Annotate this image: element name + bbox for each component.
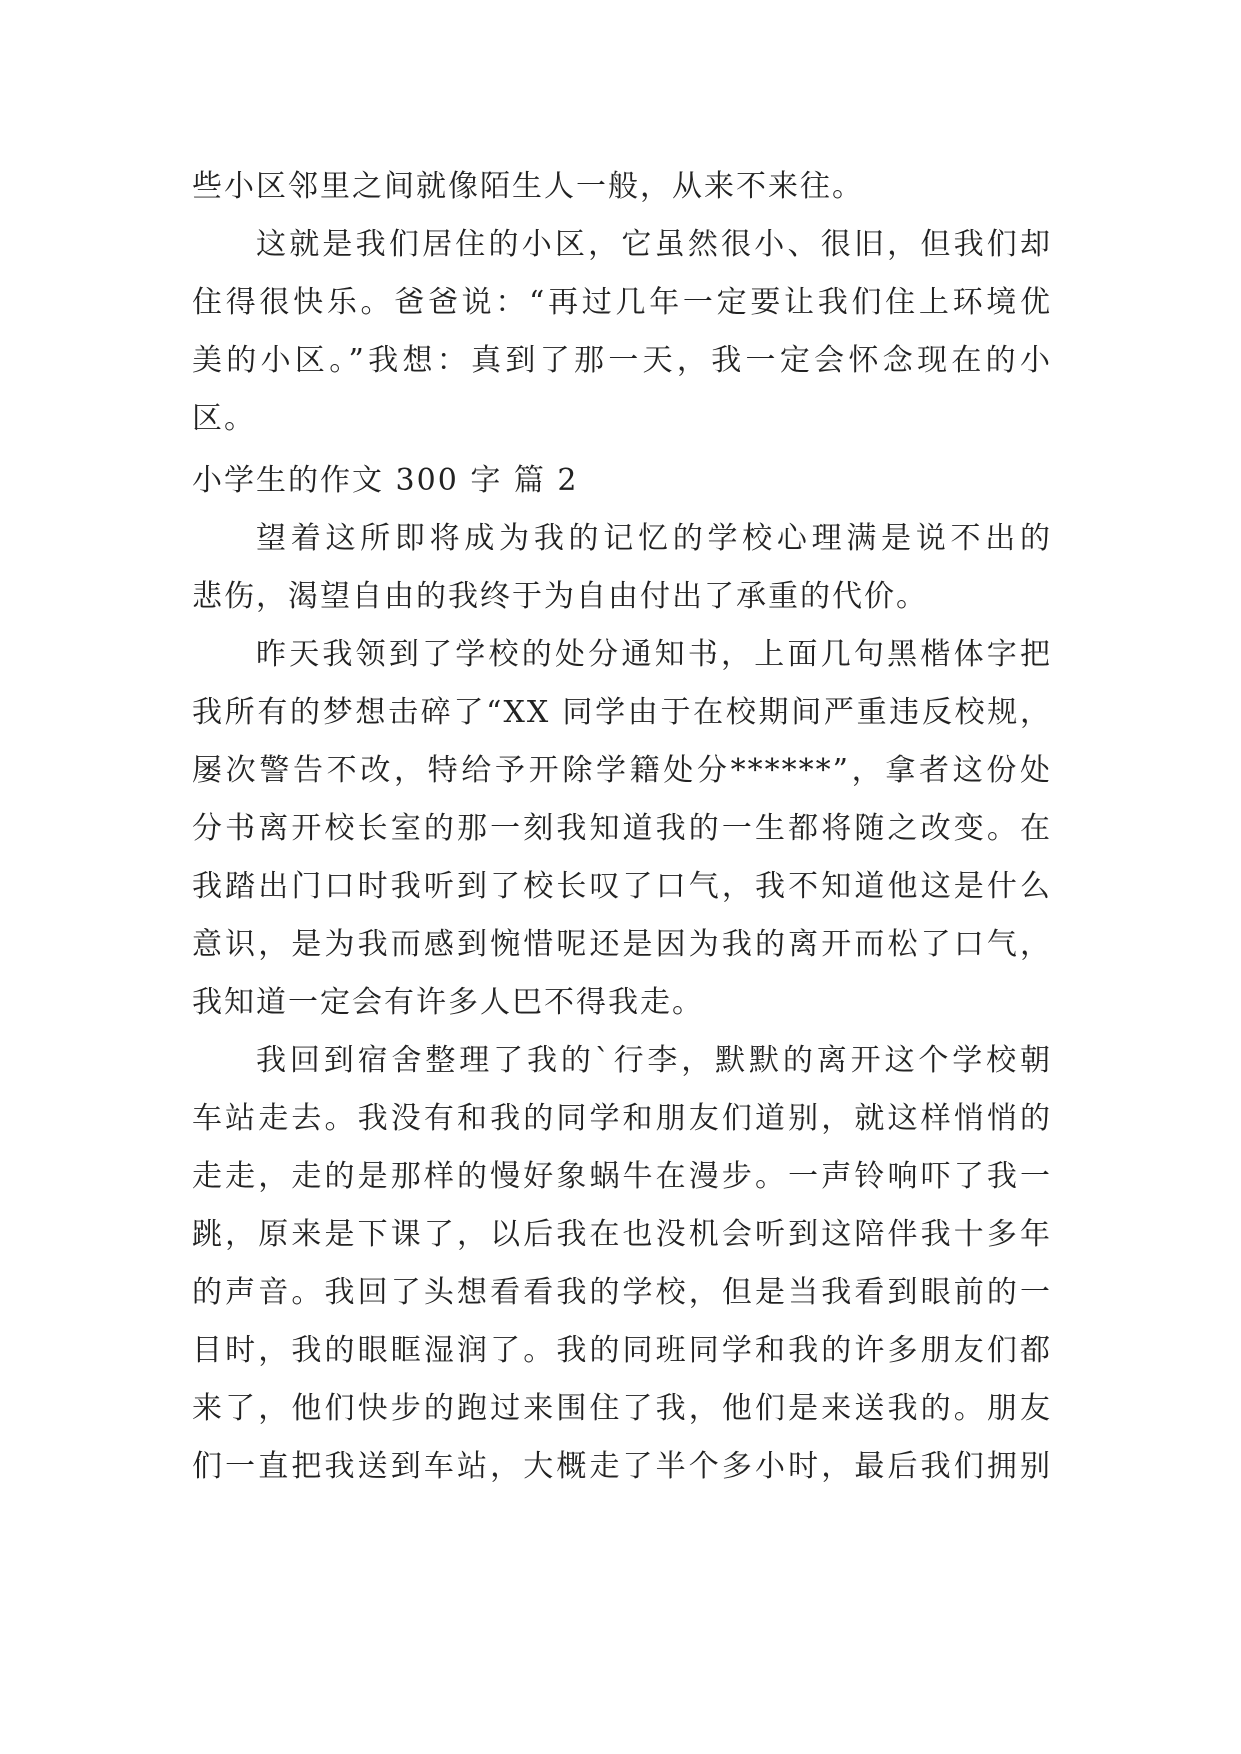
paragraph-line: 跳，原来是下课了，以后我在也没机会听到这陪伴我十多年 [192,1217,1052,1252]
paragraph-line: 们一直把我送到车站，大概走了半个多小时，最后我们拥别 [192,1449,1052,1484]
previous-essay-ending [192,158,1052,448]
paragraph-line: 悲伤，渴望自由的我终于为自由付出了承重的代价。 [192,579,928,614]
paragraph-line: 区。 [192,401,256,436]
section-title: 小学生的作文 300 字 篇 2 [192,463,579,498]
paragraph-line: 我回到宿舍整理了我的`行李，默默的离开这个学校朝 [256,1043,1052,1078]
paragraph-line: 来了，他们快步的跑过来围住了我，他们是来送我的。朋友 [192,1391,1052,1426]
paragraph-line: 分书离开校长室的那一刻我知道我的一生都将随之改变。在 [192,811,1052,846]
essay-body [192,510,1052,1496]
paragraph-line: 的声音。我回了头想看看我的学校，但是当我看到眼前的一 [192,1275,1052,1310]
paragraph-line: 车站走去。我没有和我的同学和朋友们道别，就这样悄悄的 [192,1101,1052,1136]
paragraph-line: 我踏出门口时我听到了校长叹了口气，我不知道他这是什么 [192,869,1052,904]
paragraph-line: 意识，是为我而感到惋惜呢还是因为我的离开而松了口气， [192,927,1052,962]
paragraph-line: 我所有的梦想击碎了“XX 同学由于在校期间严重违反校规， [192,695,1052,730]
paragraph-line: 屡次警告不改，特给予开除学籍处分******”，拿者这份处 [192,753,1052,788]
paragraph-line: 美的小区。”我想：真到了那一天，我一定会怀念现在的小 [192,343,1052,378]
paragraph-line: 这就是我们居住的小区，它虽然很小、很旧，但我们却 [256,227,1052,262]
paragraph-line: 些小区邻里之间就像陌生人一般，从来不来往。 [192,169,864,204]
paragraph-line: 住得很快乐。爸爸说：“再过几年一定要让我们住上环境优 [192,285,1052,320]
paragraph-line: 望着这所即将成为我的记忆的学校心理满是说不出的 [256,521,1052,556]
section-title-block [192,452,1052,510]
paragraph-line: 走走，走的是那样的慢好象蜗牛在漫步。一声铃响吓了我一 [192,1159,1052,1194]
paragraph-line: 我知道一定会有许多人巴不得我走。 [192,985,704,1020]
paragraph-line: 昨天我领到了学校的处分通知书，上面几句黑楷体字把 [256,637,1052,672]
paragraph-line: 目时，我的眼眶湿润了。我的同班同学和我的许多朋友们都 [192,1333,1052,1368]
